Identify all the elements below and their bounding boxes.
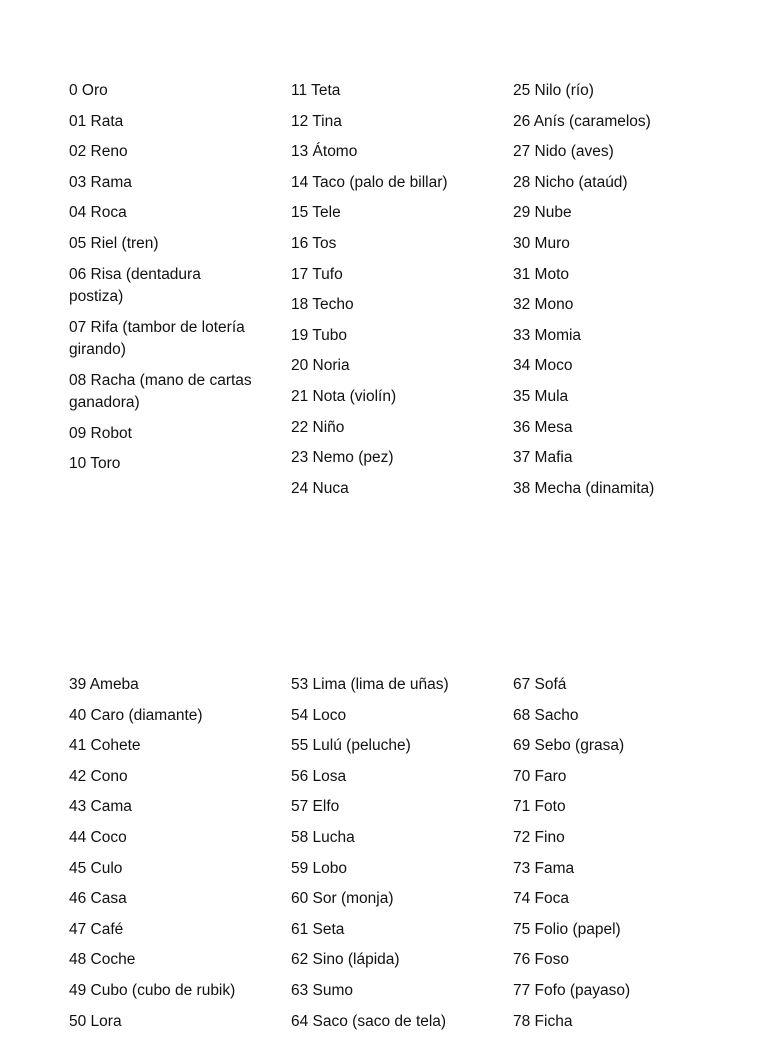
list-item: 71 Foto: [513, 798, 566, 816]
list-item: 64 Saco (saco de tela): [291, 1012, 447, 1030]
list-item: 38 Mecha (dinamita): [513, 479, 655, 497]
list-item: 61 Seta: [291, 920, 345, 938]
list-item: 34 Moco: [513, 357, 573, 375]
list-item: 68 Sacho: [513, 706, 579, 724]
list-item: 09 Robot: [69, 424, 132, 442]
list-item: 57 Elfo: [291, 798, 340, 816]
list-item: 04 Roca: [69, 204, 127, 222]
list-item: 67 Sofá: [513, 676, 567, 693]
list-item: 19 Tubo: [291, 326, 348, 344]
list-item: 06 Risa (dentadura postiza): [69, 265, 201, 306]
list-item: 02 Reno: [69, 143, 128, 161]
list-item: 44 Coco: [69, 828, 127, 846]
list-column: [513, 674, 713, 1041]
list-item: 03 Rama: [69, 173, 132, 191]
list-item: 73 Fama: [513, 859, 575, 877]
list-item: 17 Tufo: [291, 265, 343, 283]
list-item: 24 Nuca: [291, 479, 349, 497]
list-item: 40 Caro (diamante): [69, 706, 203, 724]
list-column: [513, 80, 713, 508]
list-item: 45 Culo: [69, 859, 123, 877]
list-item: 48 Coche: [69, 951, 136, 969]
list-column: [69, 674, 254, 1041]
list-item: 27 Nido (aves): [513, 143, 614, 161]
list-item: 26 Anís (caramelos): [513, 112, 651, 130]
list-item: 29 Nube: [513, 204, 572, 222]
list-item: 47 Café: [69, 920, 124, 938]
list-item: 20 Noria: [291, 357, 350, 375]
list-column: [291, 80, 491, 508]
list-column: [69, 80, 254, 484]
list-column: [291, 674, 491, 1041]
list-item: 32 Mono: [513, 296, 574, 314]
list-item: 13 Átomo: [291, 143, 358, 161]
list-item: 18 Techo: [291, 296, 354, 314]
list-item: 56 Losa: [291, 767, 347, 785]
list-item: 22 Niño: [291, 418, 345, 436]
list-item: 36 Mesa: [513, 418, 573, 436]
list-item: 41 Cohete: [69, 737, 141, 755]
list-item: 78 Ficha: [513, 1012, 573, 1030]
list-item: 30 Muro: [513, 234, 570, 252]
list-item: 0 Oro: [69, 82, 108, 99]
list-item: 72 Fino: [513, 828, 565, 846]
list-item: 23 Nemo (pez): [291, 449, 394, 467]
list-item: 54 Loco: [291, 706, 347, 724]
list-item: 60 Sor (monja): [291, 890, 394, 908]
list-item: 05 Riel (tren): [69, 234, 159, 252]
list-item: 01 Rata: [69, 112, 124, 130]
list-item: 14 Taco (palo de billar): [291, 173, 448, 191]
list-item: 50 Lora: [69, 1012, 122, 1030]
list-item: 07 Rifa (tambor de lotería girando): [69, 318, 245, 359]
list-item: 46 Casa: [69, 890, 127, 908]
list-item: 49 Cubo (cubo de rubik): [69, 981, 236, 999]
list-item: 12 Tina: [291, 112, 342, 130]
list-item: 62 Sino (lápida): [291, 951, 400, 969]
list-item: 58 Lucha: [291, 828, 355, 846]
list-item: 55 Lulú (peluche): [291, 737, 411, 755]
list-item: 10 Toro: [69, 455, 121, 473]
list-item: 16 Tos: [291, 234, 337, 252]
list-item: 37 Mafia: [513, 449, 573, 467]
list-item: 43 Cama: [69, 798, 132, 816]
list-item: 74 Foca: [513, 890, 570, 908]
list-item: 53 Lima (lima de uñas): [291, 676, 449, 693]
list-item: 25 Nilo (río): [513, 82, 594, 99]
list-item: 76 Foso: [513, 951, 570, 969]
list-item: 63 Sumo: [291, 981, 354, 999]
list-item: 35 Mula: [513, 387, 569, 405]
list-item: 11 Teta: [291, 82, 341, 99]
list-item: 28 Nicho (ataúd): [513, 173, 628, 191]
list-item: 69 Sebo (grasa): [513, 737, 625, 755]
list-item: 33 Momia: [513, 326, 582, 344]
list-item: 39 Ameba: [69, 676, 139, 693]
list-item: 42 Cono: [69, 767, 128, 785]
list-item: 59 Lobo: [291, 859, 348, 877]
list-item: 31 Moto: [513, 265, 570, 283]
list-item: 70 Faro: [513, 767, 567, 785]
list-item: 21 Nota (violín): [291, 387, 397, 405]
list-item: 77 Fofo (payaso): [513, 981, 631, 999]
list-item: 75 Folio (papel): [513, 920, 621, 938]
list-item: 15 Tele: [291, 204, 341, 222]
list-item: 08 Racha (mano de cartas ganadora): [69, 371, 252, 412]
